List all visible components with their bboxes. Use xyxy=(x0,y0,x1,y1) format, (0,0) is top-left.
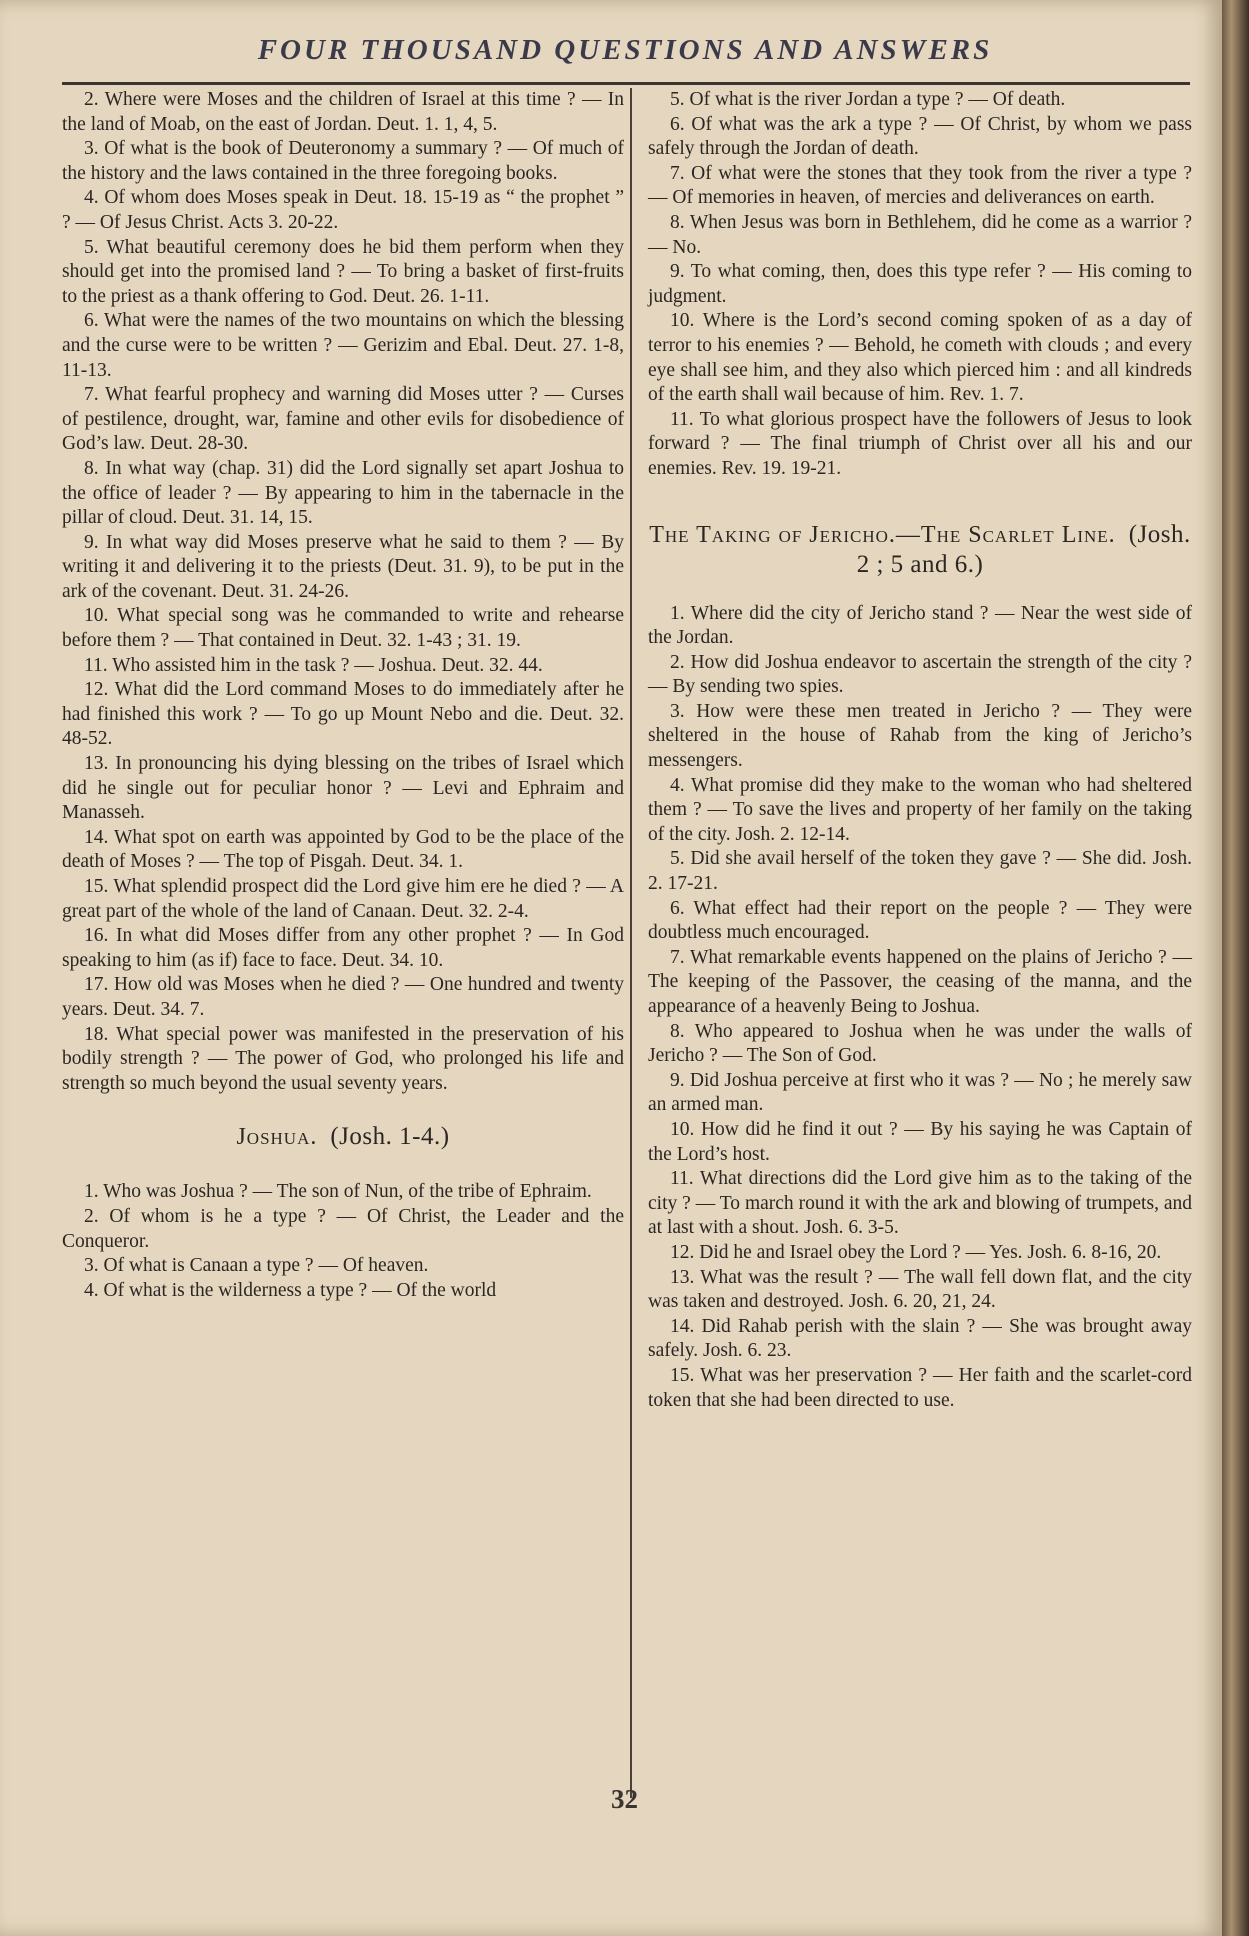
question: 2. Where were Moses and the children of Israel at this time ? — In the land of Moab, on the east of Jordan. Deut. 1. 1, 4, 5. xyxy=(62,89,624,135)
question: 17. How old was Moses when he died ? — One hundred and twenty years. Deut. 34. 7. xyxy=(62,974,624,1020)
question: 10. Where is the Lord’s second coming spoken of as a day of terror to his enemies ? — Behold, he cometh with clouds ; and every eye shall see him, and they also which pierced him : and all kindreds of the earth shall wail because of him. Rev. 1. 7. xyxy=(648,310,1192,406)
section-reference: (Josh. 2 ; 5 and 6.) xyxy=(856,520,1191,578)
question: 11. To what glorious prospect have the followers of Jesus to look forward ? — The final triumph of Christ over all his and our enemies. Rev. 19. 19-21. xyxy=(648,408,1192,479)
question: 8. Who appeared to Joshua when he was under the walls of Jericho ? — The Son of God. xyxy=(648,1020,1192,1067)
question: 4. What promise did they make to the woman who had sheltered them ? — To save the lives and property of her family on the taking of the city. Josh. 2. 12-14. xyxy=(648,774,1192,845)
question: 5. What beautiful ceremony does he bid them perform when they should get into the promised land ? — To bring a basket of first-fruits to the priest as a thank offering to God. Deut. 26. 1-11. xyxy=(62,236,624,307)
section-heading: Joshua. xyxy=(236,1124,318,1151)
section-title-jericho xyxy=(648,520,1192,580)
question: 18. What special power was manifested in the preservation of his bodily strength ? — The power of God, who prolonged his life and strength so much beyond the usual seventy years. xyxy=(62,1023,624,1094)
question: 14. Did Rahab perish with the slain ? — She was brought away safely. Josh. 6. 23. xyxy=(648,1315,1192,1362)
question: 14. What spot on earth was appointed by God to be the place of the death of Moses ? — The top of Pisgah. Deut. 34. 1. xyxy=(62,826,624,873)
question: 13. In pronouncing his dying blessing on the tribes of Israel which did he single out for peculiar honor ? — Levi and Ephraim and Manasseh. xyxy=(62,753,624,824)
question: 16. In what did Moses differ from any other prophet ? — In God speaking to him (as if) face to face. Deut. 34. 10. xyxy=(62,925,624,971)
question: 5. Did she avail herself of the token they gave ? — She did. Josh. 2. 17-21. xyxy=(648,848,1192,895)
question: 13. What was the result ? — The wall fell down flat, and the city was taken and destroyed. Josh. 6. 20, 21, 24. xyxy=(648,1266,1192,1313)
header-rule xyxy=(62,82,1190,85)
question: 1. Who was Joshua ? — The son of Nun, of the tribe of Ephraim. xyxy=(84,1181,592,1203)
question: 8. When Jesus was born in Bethlehem, did he come as a warrior ? — No. xyxy=(648,211,1192,258)
question: 4. Of whom does Moses speak in Deut. 18. 15-19 as “ the prophet ” ? — Of Jesus Christ. Acts 3. 20-22. xyxy=(62,187,624,233)
question: 1. Where did the city of Jericho stand ? — Near the west side of the Jordan. xyxy=(648,602,1192,649)
question: 7. Of what were the stones that they took from the river a type ? — Of memories in heaven, of mercies and deliverances on earth. xyxy=(648,162,1192,209)
question: 3. Of what is the book of Deuteronomy a summary ? — Of much of the history and the laws contained in the three foregoing books. xyxy=(62,138,624,184)
question: 2. How did Joshua endeavor to ascertain the strength of the city ? — By sending two spies. xyxy=(648,651,1192,698)
question: 2. Of whom is he a type ? — Of Christ, the Leader and the Conqueror. xyxy=(62,1205,624,1252)
question: 7. What remarkable events happened on the plains of Jericho ? — The keeping of the Passover, the ceasing of the manna, and the appearance of a heavenly Being to Joshua. xyxy=(648,946,1192,1017)
question: 15. What was her preservation ? — Her faith and the scarlet-cord token that she had been directed to use. xyxy=(648,1364,1192,1411)
question: 6. What effect had their report on the people ? — They were doubtless much encouraged. xyxy=(648,897,1192,944)
right-column xyxy=(648,88,1192,1413)
question: 3. How were these men treated in Jericho ? — They were sheltered in the house of Rahab from the king of Jericho’s messengers. xyxy=(648,700,1192,772)
question: 6. Of what was the ark a type ? — Of Christ, by whom we pass safely through the Jordan of death. xyxy=(648,113,1192,160)
section-reference: (Josh. 1-4.) xyxy=(330,1123,450,1151)
left-column xyxy=(62,88,624,1303)
section-title-joshua xyxy=(62,1122,624,1152)
page-edge xyxy=(1222,0,1249,1936)
question: 11. What directions did the Lord give him as to the taking of the city ? — To march round it with the ark and blowing of trumpets, and at last with a shout. Josh. 6. 3-5. xyxy=(648,1168,1192,1239)
question: 4. Of what is the wilderness a type ? — Of the world xyxy=(84,1279,497,1301)
question: 11. Who assisted him in the task ? — Joshua. Deut. 32. 44. xyxy=(84,654,543,676)
question: 15. What splendid prospect did the Lord give him ere he died ? — A great part of the whole of the land of Canaan. Deut. 32. 2-4. xyxy=(62,876,624,922)
question: 8. In what way (chap. 31) did the Lord signally set apart Joshua to the office of leader ? — By appearing to him in the tabernacle in the pillar of cloud. Deut. 31. 14, 15. xyxy=(62,457,624,529)
section-heading: The Taking of Jericho.—The Scarlet Line. xyxy=(649,521,1116,548)
question: 6. What were the names of the two mountains on which the blessing and the curse were to be written ? — Gerizim and Ebal. Deut. 27. 1-8, 11-13. xyxy=(62,310,624,381)
page-number: 32 xyxy=(611,1784,638,1814)
question: 9. In what way did Moses preserve what he said to them ? — By writing it and delivering it to the priests (Deut. 31. 9), to be put in the ark of the covenant. Deut. 31. 24-26. xyxy=(62,531,624,602)
question: 9. Did Joshua perceive at first who it was ? — No ; he merely saw an armed man. xyxy=(648,1069,1192,1116)
running-header: FOUR THOUSAND QUESTIONS AND ANSWERS xyxy=(257,34,993,66)
question: 12. Did he and Israel obey the Lord ? — Yes. Josh. 6. 8-16, 20. xyxy=(670,1241,1162,1263)
question: 5. Of what is the river Jordan a type ? — Of death. xyxy=(670,89,1066,110)
question: 10. What special song was he commanded to write and rehearse before them ? — That contained in Deut. 32. 1-43 ; 31. 19. xyxy=(62,605,624,652)
question: 3. Of what is Canaan a type ? — Of heaven. xyxy=(84,1255,429,1277)
question: 12. What did the Lord command Moses to do immediately after he had finished this work ? — To go up Mount Nebo and die. Deut. 32. 48-52. xyxy=(62,679,624,750)
question: 10. How did he find it out ? — By his saying he was Captain of the Lord’s host. xyxy=(648,1118,1192,1165)
column-divider xyxy=(630,88,632,1798)
question: 9. To what coming, then, does this type refer ? — His coming to judgment. xyxy=(648,261,1192,307)
question: 7. What fearful prophecy and warning did Moses utter ? — Curses of pestilence, drought, war, famine and other evils for disobedience of God’s law. Deut. 28-30. xyxy=(62,384,624,455)
